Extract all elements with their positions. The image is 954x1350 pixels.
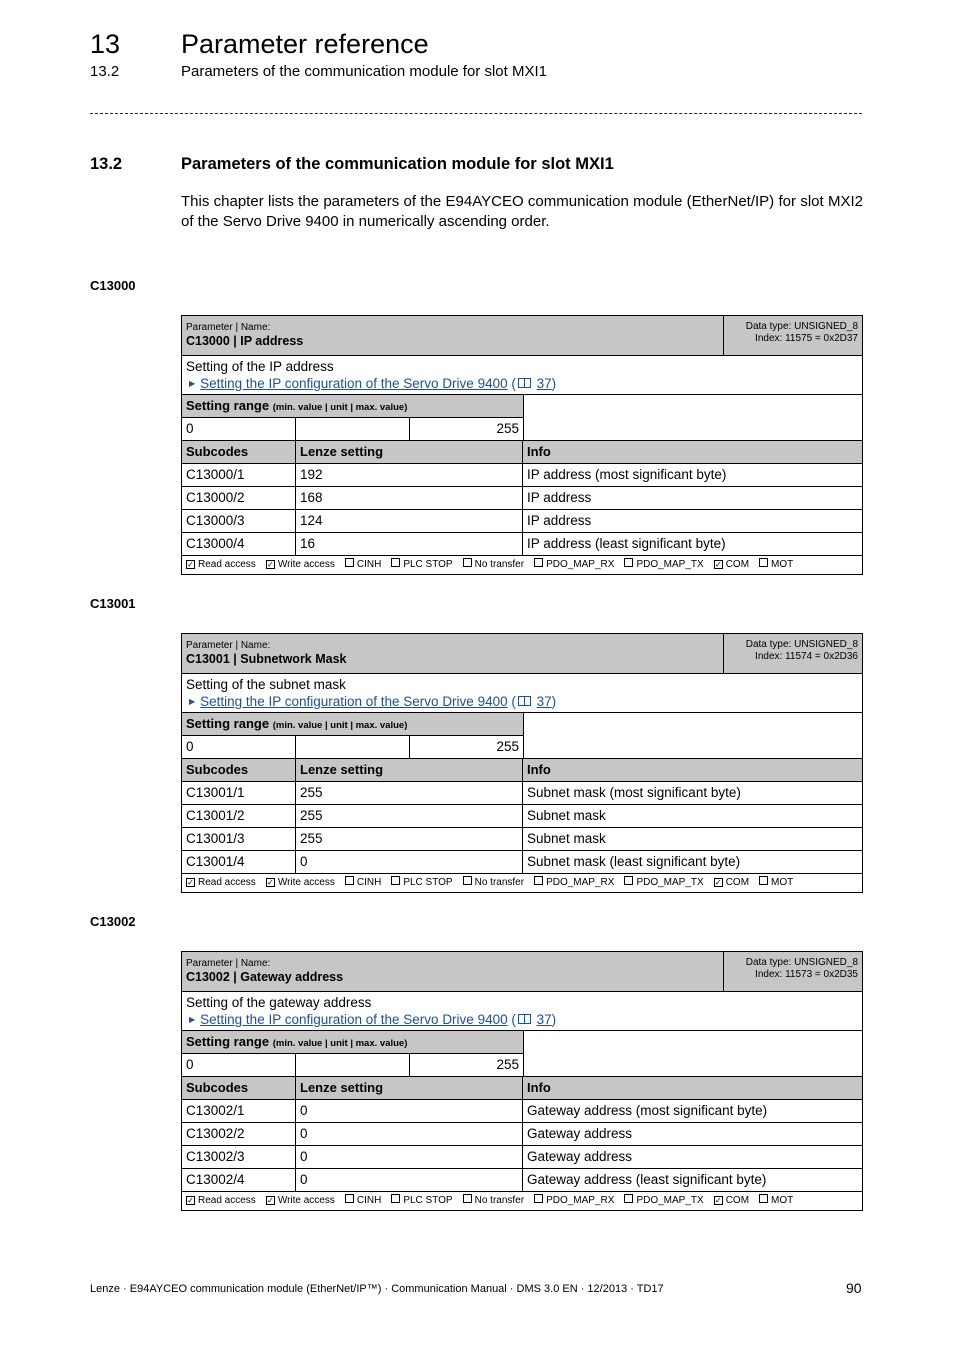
access-flag: ✓ COM	[714, 877, 750, 888]
subcode-cell: C13001/1	[182, 782, 296, 804]
table-row	[182, 1122, 862, 1145]
parameter-description: Setting of the IP address ▶ Setting the IP configuration of the Servo Drive 9400 ( 37)	[182, 355, 862, 394]
checkbox-icon: ✓	[714, 1196, 722, 1205]
section-number: 13.2	[90, 155, 123, 173]
checkbox-icon	[759, 1194, 768, 1203]
parameter-table	[181, 633, 863, 893]
access-flag: MOT	[759, 874, 793, 892]
table-row	[182, 781, 862, 804]
param-name: C13000 | IP address	[186, 334, 304, 348]
subcode-column-headers	[182, 758, 862, 781]
access-flag: ✓ Write access	[266, 877, 335, 888]
section-title: Parameters of the communication module for slot MXI1	[181, 155, 614, 173]
table-row	[182, 1145, 862, 1168]
col-lenze-setting: Lenze setting	[296, 1077, 523, 1099]
col-info: Info	[527, 444, 551, 459]
checkbox-icon	[463, 1194, 472, 1203]
col-subcodes: Subcodes	[182, 1077, 296, 1099]
range-unit	[296, 736, 410, 758]
table-row	[182, 509, 862, 532]
access-flag: ✓ COM	[714, 1195, 750, 1206]
access-flag: ✓ COM	[714, 559, 750, 570]
access-flag: ✓ Read access	[187, 1195, 256, 1206]
subsection-number: 13.2	[90, 63, 120, 80]
subcode-cell: C13002/2	[182, 1123, 296, 1145]
range-min: 0	[182, 736, 296, 758]
lenze-setting-cell: 192	[296, 464, 523, 486]
setting-range-label: Setting range	[186, 1034, 270, 1049]
info-cell: IP address (most significant byte)	[527, 467, 727, 482]
lenze-setting-cell: 124	[296, 510, 523, 532]
checkbox-icon	[759, 876, 768, 885]
info-cell: Gateway address	[527, 1126, 633, 1141]
range-max: 255	[496, 739, 519, 754]
table-row	[182, 827, 862, 850]
setting-range	[182, 1030, 862, 1076]
table-row	[182, 463, 862, 486]
setting-range-units: (min. value | unit | max. value)	[272, 1038, 408, 1049]
info-cell: IP address	[527, 513, 592, 528]
col-subcodes: Subcodes	[182, 441, 296, 463]
info-cell: IP address (least significant byte)	[527, 536, 726, 551]
chapter-title: Parameter reference	[181, 29, 429, 59]
access-flag: PLC STOP	[391, 1192, 452, 1210]
info-cell: Subnet mask	[527, 831, 606, 846]
setting-range-label: Setting range	[186, 716, 270, 731]
checkbox-icon	[463, 876, 472, 885]
col-lenze-setting: Lenze setting	[296, 759, 523, 781]
description-text: Setting of the subnet mask	[186, 677, 346, 692]
setting-range-label: Setting range	[186, 398, 270, 413]
checkbox-icon	[534, 876, 543, 885]
lenze-setting-cell: 0	[296, 1169, 523, 1191]
data-type: Data type: UNSIGNED_8	[745, 639, 858, 650]
data-type: Data type: UNSIGNED_8	[745, 321, 858, 332]
parameter-code-heading: C13002	[90, 914, 136, 929]
table-row	[182, 804, 862, 827]
data-type: Data type: UNSIGNED_8	[745, 957, 858, 968]
range-min: 0	[182, 1054, 296, 1076]
checkbox-icon	[345, 558, 354, 567]
book-icon	[518, 378, 531, 388]
lenze-setting-cell: 0	[296, 1100, 523, 1122]
lenze-setting-cell: 0	[296, 851, 523, 873]
checkbox-icon	[391, 558, 400, 567]
config-link[interactable]: Setting the IP configuration of the Servo Drive 9400	[200, 1012, 508, 1027]
access-flag: ✓ Read access	[187, 559, 256, 570]
checkbox-icon	[624, 876, 633, 885]
access-flag: PDO_MAP_TX	[624, 556, 703, 574]
checkbox-icon: ✓	[266, 878, 274, 887]
parameter-header	[182, 952, 862, 991]
parameter-description: Setting of the gateway address ▶ Setting the IP configuration of the Servo Drive 9400 ( 37)	[182, 991, 862, 1030]
col-info: Info	[527, 1080, 551, 1095]
checkbox-icon: ✓	[714, 560, 722, 569]
col-subcodes: Subcodes	[182, 759, 296, 781]
subcode-cell: C13001/2	[182, 805, 296, 827]
lenze-setting-cell: 255	[296, 782, 523, 804]
subsection-title: Parameters of the communication module for slot MXI1	[181, 63, 547, 80]
checkbox-icon	[534, 558, 543, 567]
access-flags	[182, 873, 862, 892]
access-flag: CINH	[345, 874, 381, 892]
table-row	[182, 1099, 862, 1122]
lenze-setting-cell: 255	[296, 805, 523, 827]
access-flag: No transfer	[463, 1192, 524, 1210]
description-text: Setting of the IP address	[186, 359, 334, 374]
book-icon	[518, 1014, 531, 1024]
access-flag: ✓ Write access	[266, 1195, 335, 1206]
param-name: C13001 | Subnetwork Mask	[186, 652, 347, 666]
parameter-description: Setting of the subnet mask ▶ Setting the IP configuration of the Servo Drive 9400 ( 37)	[182, 673, 862, 712]
param-name-label: Parameter | Name:	[186, 322, 271, 333]
param-name-label: Parameter | Name:	[186, 958, 271, 969]
info-cell: IP address	[527, 490, 592, 505]
access-flag: No transfer	[463, 556, 524, 574]
range-unit	[296, 418, 410, 440]
parameter-code-heading: C13000	[90, 278, 136, 293]
info-cell: Subnet mask (least significant byte)	[527, 854, 741, 869]
access-flag: CINH	[345, 556, 381, 574]
access-flag: CINH	[345, 1192, 381, 1210]
page-number: 90	[846, 1280, 862, 1296]
table-row	[182, 850, 862, 873]
checkbox-icon: ✓	[187, 1196, 194, 1205]
table-row	[182, 486, 862, 509]
lenze-setting-cell: 16	[296, 533, 523, 555]
setting-range	[182, 712, 862, 758]
page-ref-link[interactable]: 37	[536, 694, 552, 709]
access-flag: MOT	[759, 1192, 793, 1210]
info-cell: Gateway address (least significant byte)	[527, 1172, 767, 1187]
checkbox-icon: ✓	[714, 878, 722, 887]
config-link[interactable]: Setting the IP configuration of the Servo Drive 9400	[200, 376, 508, 391]
setting-range-units: (min. value | unit | max. value)	[272, 720, 408, 731]
param-index: Index: 11573 = 0x2D35	[755, 969, 858, 980]
parameter-header	[182, 316, 862, 355]
setting-range	[182, 394, 862, 440]
access-flag: ✓ Write access	[266, 559, 335, 570]
info-cell: Subnet mask	[527, 808, 606, 823]
info-cell: Subnet mask (most significant byte)	[527, 785, 741, 800]
access-flag: MOT	[759, 556, 793, 574]
arrow-right-icon: ▶	[189, 1015, 196, 1024]
checkbox-icon	[345, 876, 354, 885]
subcode-column-headers	[182, 1076, 862, 1099]
parameter-header	[182, 634, 862, 673]
config-link[interactable]: Setting the IP configuration of the Servo Drive 9400	[200, 694, 508, 709]
checkbox-icon	[391, 1194, 400, 1203]
checkbox-icon: ✓	[266, 560, 274, 569]
range-min: 0	[182, 418, 296, 440]
header-divider	[90, 113, 862, 114]
chapter-number: 13	[90, 29, 121, 59]
subcode-cell: C13000/1	[182, 464, 296, 486]
page-ref-link[interactable]: 37	[536, 376, 552, 391]
checkbox-icon	[534, 1194, 543, 1203]
access-flags	[182, 1191, 862, 1210]
parameter-table	[181, 951, 863, 1211]
col-info: Info	[527, 762, 551, 777]
subcode-cell: C13000/4	[182, 533, 296, 555]
access-flag: PDO_MAP_TX	[624, 1192, 703, 1210]
checkbox-icon	[624, 1194, 633, 1203]
subcode-cell: C13002/3	[182, 1146, 296, 1168]
subcode-cell: C13001/3	[182, 828, 296, 850]
range-max: 255	[496, 421, 519, 436]
subcode-cell: C13001/4	[182, 851, 296, 873]
checkbox-icon	[391, 876, 400, 885]
checkbox-icon: ✓	[187, 878, 194, 887]
table-row	[182, 532, 862, 555]
book-icon	[518, 696, 531, 706]
parameter-code-heading: C13001	[90, 596, 136, 611]
access-flag: PLC STOP	[391, 874, 452, 892]
parameter-table	[181, 315, 863, 575]
param-name: C13002 | Gateway address	[186, 970, 344, 984]
access-flags	[182, 555, 862, 574]
arrow-right-icon: ▶	[189, 379, 196, 388]
checkbox-icon: ✓	[266, 1196, 274, 1205]
access-flag: PDO_MAP_RX	[534, 556, 614, 574]
description-text: Setting of the gateway address	[186, 995, 372, 1010]
subcode-cell: C13002/4	[182, 1169, 296, 1191]
access-flag: PDO_MAP_RX	[534, 1192, 614, 1210]
section-intro: This chapter lists the parameters of the E94AYCEO communication module (EtherNet/IP) for slot MXI2 of the Servo Drive 9400 in numerically ascending order.	[181, 193, 863, 230]
subcode-column-headers	[182, 440, 862, 463]
info-cell: Gateway address (most significant byte)	[527, 1103, 768, 1118]
range-unit	[296, 1054, 410, 1076]
subcode-cell: C13002/1	[182, 1100, 296, 1122]
footer-text: Lenze · E94AYCEO communication module (EtherNet/IP™) · Communication Manual · DMS 3.0 EN · 12/2013 · TD17	[90, 1283, 664, 1295]
checkbox-icon	[463, 558, 472, 567]
subcode-cell: C13000/2	[182, 487, 296, 509]
subcode-cell: C13000/3	[182, 510, 296, 532]
page-ref-link[interactable]: 37	[536, 1012, 552, 1027]
col-lenze-setting: Lenze setting	[296, 441, 523, 463]
table-row	[182, 1168, 862, 1191]
checkbox-icon	[345, 1194, 354, 1203]
lenze-setting-cell: 255	[296, 828, 523, 850]
lenze-setting-cell: 0	[296, 1146, 523, 1168]
access-flag: ✓ Read access	[187, 877, 256, 888]
access-flag: PLC STOP	[391, 556, 452, 574]
setting-range-units: (min. value | unit | max. value)	[272, 402, 408, 413]
param-index: Index: 11575 = 0x2D37	[755, 333, 858, 344]
access-flag: PDO_MAP_RX	[534, 874, 614, 892]
checkbox-icon: ✓	[187, 560, 194, 569]
checkbox-icon	[759, 558, 768, 567]
access-flag: PDO_MAP_TX	[624, 874, 703, 892]
info-cell: Gateway address	[527, 1149, 633, 1164]
arrow-right-icon: ▶	[189, 697, 196, 706]
param-name-label: Parameter | Name:	[186, 640, 271, 651]
param-index: Index: 11574 = 0x2D36	[755, 651, 858, 662]
lenze-setting-cell: 0	[296, 1123, 523, 1145]
checkbox-icon	[624, 558, 633, 567]
lenze-setting-cell: 168	[296, 487, 523, 509]
range-max: 255	[496, 1057, 519, 1072]
access-flag: No transfer	[463, 874, 524, 892]
